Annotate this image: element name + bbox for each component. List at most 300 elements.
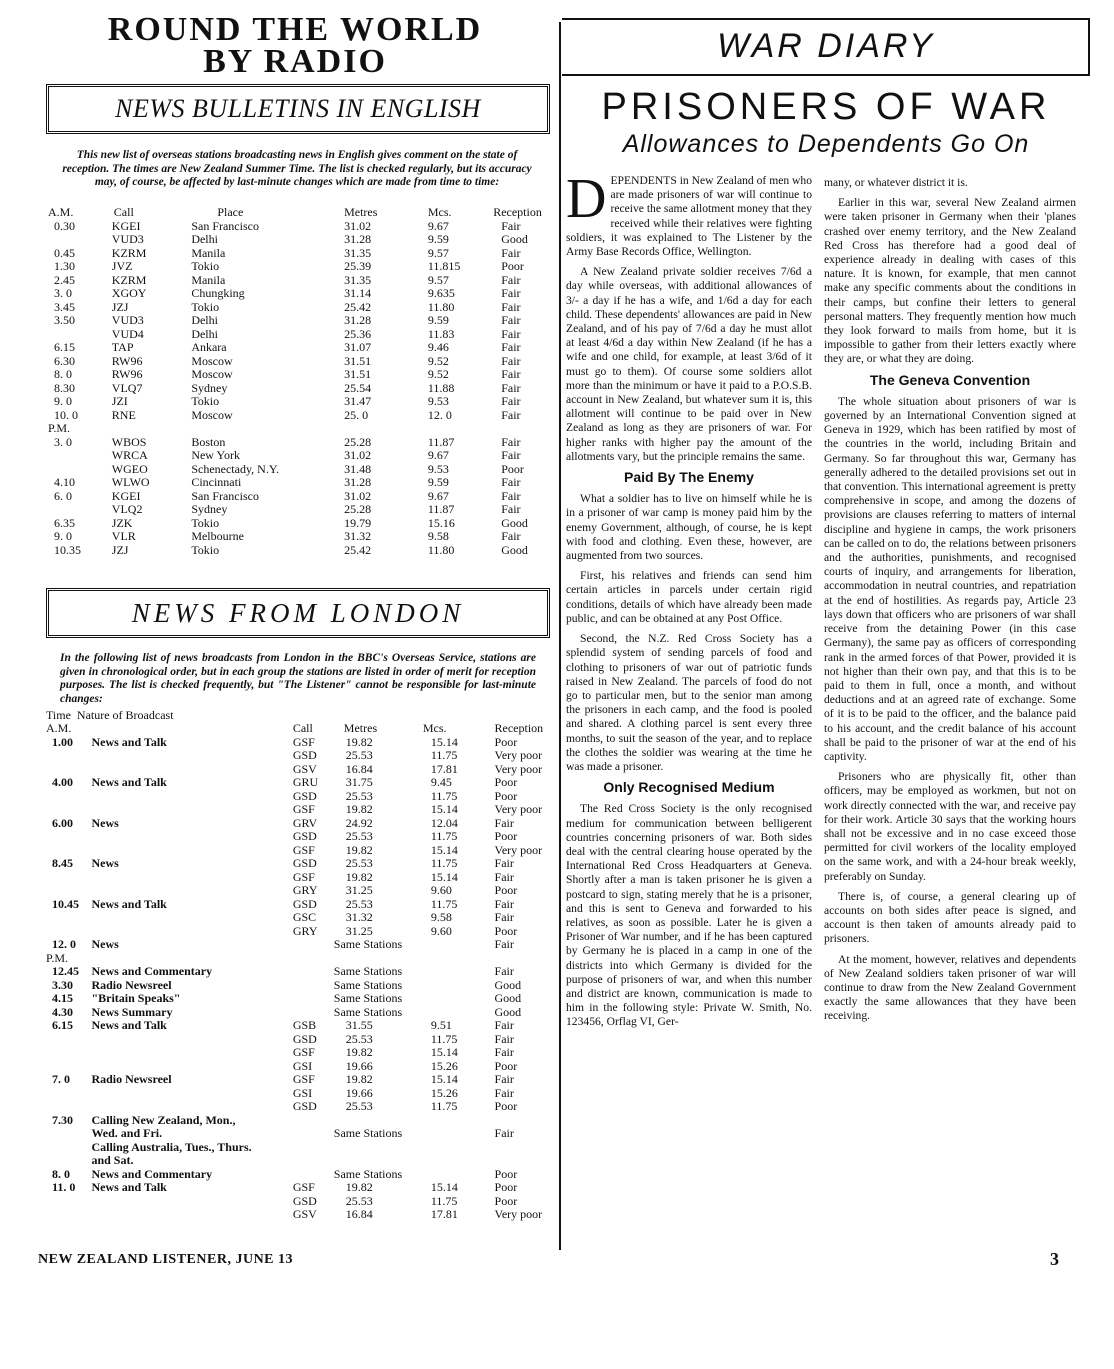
bulletins-cell: P.M. — [48, 421, 71, 435]
london-header-row — [46, 722, 552, 736]
london-header-cell — [87, 722, 292, 736]
london-cell — [87, 1195, 292, 1209]
london-cell: GSF — [292, 802, 315, 816]
bulletins-cell: KZRM — [111, 245, 147, 260]
london-cell: 15.14 — [430, 734, 458, 749]
london-title: NEWS FROM LONDON — [131, 598, 465, 628]
london-cell: 16.84 — [345, 1207, 373, 1221]
london-cell — [46, 871, 87, 885]
bulletins-cell: JVZ — [111, 259, 133, 273]
bulletins-header-cell: Reception — [493, 205, 542, 219]
bulletins-header-row — [48, 206, 553, 220]
london-row — [46, 871, 552, 885]
london-cell — [293, 952, 334, 966]
london-cell: 25.53 — [345, 1193, 373, 1208]
london-cell: P.M. — [46, 950, 69, 965]
london-cell: 15.14 — [430, 1180, 458, 1194]
bulletins-cell: 31.32 — [344, 529, 372, 543]
bulletins-cell — [428, 422, 493, 436]
london-cell: GSF — [292, 734, 315, 749]
article-paragraph: What a soldier has to live on himself while he is in a prisoner of war camp is money paid him by the enemy Government, although, of course, he is kept with food and clothing. Even these, however, are augmented from two sources. — [566, 492, 812, 563]
london-cell: GSD — [292, 896, 317, 911]
london-cell: 25.53 — [345, 856, 373, 870]
bulletins-cell: 3.50 — [54, 313, 75, 327]
london-cell: 8. 0 — [52, 1166, 70, 1181]
london-cell — [46, 1046, 87, 1060]
bulletins-cell: Tokio — [191, 259, 220, 273]
london-cell: Wed. and Fri. — [91, 1126, 163, 1140]
london-header-cell: Mcs. — [422, 721, 447, 735]
london-cell — [46, 1127, 87, 1141]
london-cell: 11.75 — [430, 1099, 458, 1113]
london-cell: 9.60 — [430, 923, 452, 938]
london-cell: News and Talk — [91, 734, 167, 749]
london-cell: Same Stations — [333, 937, 403, 951]
london-cell — [423, 1154, 495, 1168]
london-cell: 11.75 — [430, 896, 458, 911]
london-cell: 17.81 — [430, 1207, 458, 1221]
london-cell: 15.26 — [430, 1085, 458, 1100]
london-row — [46, 992, 552, 1006]
bulletins-row — [48, 409, 553, 423]
london-cell: 15.14 — [430, 1045, 458, 1059]
london-cell — [293, 992, 334, 1006]
bulletins-cell: Delhi — [191, 313, 218, 327]
london-cell — [46, 790, 87, 804]
bulletins-row — [48, 382, 553, 396]
london-cell — [87, 790, 292, 804]
bulletins-cell: Fair — [501, 434, 521, 449]
bulletins-cell: 3.45 — [54, 299, 75, 314]
bulletins-cell: Fair — [501, 340, 521, 354]
london-header-cell: A.M. — [46, 721, 72, 735]
london-cell — [293, 1168, 334, 1182]
london-cell: 19.82 — [345, 1072, 373, 1086]
london-cell: GSV — [292, 761, 317, 776]
article-paragraph: Second, the N.Z. Red Cross Society has a splendid system of sending parcels of food and clothing to prisoners of war out of patriotic funds raised in New Zealand. The parcels of food do not go to particular men, but to the senior man among the prisoners in each camp, and the food is pooled and shared. A clothing parcel is sent every three months, to suit the season of the year, and to replace the clothes the soldier was wearing at the time he was made a prisoner. — [566, 632, 812, 773]
london-cell: 25.53 — [345, 1031, 373, 1046]
london-row — [46, 965, 552, 979]
bulletins-cell: 9.67 — [427, 488, 449, 503]
london-cell: GSB — [292, 1018, 317, 1032]
bulletins-cell: 9.67 — [427, 218, 449, 233]
bulletins-cell: 31.14 — [344, 286, 372, 300]
bulletins-cell — [344, 422, 428, 436]
london-header-cell: Reception — [494, 721, 544, 735]
bulletins-header-cell: Place — [217, 205, 244, 219]
bulletins-cell: WLWO — [111, 475, 150, 489]
london-cell: 1.00 — [52, 734, 73, 749]
column-header-line1: ROUND THE WORLD — [107, 11, 483, 48]
london-cell — [87, 884, 292, 898]
bulletins-cell: 9.53 — [427, 461, 449, 476]
bulletins-cell — [48, 233, 92, 247]
london-row — [46, 1060, 552, 1074]
london-cell — [46, 1060, 87, 1074]
london-cell: Poor — [494, 1180, 518, 1194]
bulletins-cell: 25.54 — [344, 380, 372, 395]
london-cell: 19.66 — [345, 1085, 373, 1100]
london-cell: 25.53 — [345, 829, 373, 843]
london-cell: Poor — [494, 883, 518, 897]
london-intro: In the following list of news broadcasts from London in the BBC's Overseas Service, stations are given in chronological order, but in each group the stations are listed in order of merit for reception purposes. The list is checked frequently, but "The Listener" cannot be responsible for last-minute changes: — [60, 652, 536, 705]
london-cell: 25.53 — [345, 896, 373, 911]
london-cell: 19.82 — [345, 869, 373, 884]
london-cell: News and Talk — [91, 896, 167, 911]
bulletins-cell: WBOS — [111, 434, 147, 449]
article-paragraph: many, or whatever district it is. — [824, 176, 968, 189]
london-row — [46, 736, 552, 750]
bulletins-cell: 31.28 — [344, 232, 372, 246]
bulletins-cell: 9.58 — [427, 529, 449, 543]
bulletins-cell: Fair — [501, 353, 521, 368]
london-cell — [87, 763, 292, 777]
london-row — [46, 884, 552, 898]
london-row — [46, 1127, 552, 1141]
bulletins-cell: 8. 0 — [54, 367, 72, 381]
bulletins-row — [48, 395, 553, 409]
london-cell — [87, 952, 292, 966]
london-cell: Very poor — [494, 748, 543, 762]
london-cell: 11.75 — [430, 829, 458, 843]
london-cell: Radio Newsreel — [91, 1072, 172, 1086]
london-cell — [334, 952, 423, 966]
london-cell: 11.75 — [430, 1031, 458, 1046]
london-cell: Fair — [494, 896, 514, 911]
london-cell: Fair — [494, 1045, 514, 1059]
london-cell: GSD — [292, 1193, 317, 1208]
headline: PRISONERS OF WAR — [601, 86, 1051, 128]
bulletins-cell: VLR — [111, 529, 136, 543]
london-row — [46, 938, 552, 952]
london-cell: GSI — [292, 1085, 313, 1100]
london-table — [46, 722, 552, 1222]
bulletins-cell: Manila — [191, 272, 226, 287]
london-cell: GRU — [292, 775, 319, 789]
bulletins-cell: 12. 0 — [427, 407, 452, 422]
london-row — [46, 803, 552, 817]
bulletins-row — [48, 436, 553, 450]
london-cell: 24.92 — [345, 815, 373, 830]
bulletins-cell: Chungking — [191, 286, 245, 300]
london-cell: GSD — [292, 1031, 317, 1046]
footer-masthead: NEW ZEALAND LISTENER, JUNE 13 — [38, 1252, 294, 1267]
article-paragraph: Prisoners who are physically fit, other than officers, may be employed as workmen, but not on work directly connected with the war, and receive pay for their work. Article 30 says that the working hours shall not be excessive and in no case exceed those permitted for civil workers of the locality employed on the same work, and with a 24-hour break weekly, preferably on Sunday. — [824, 770, 1076, 883]
london-cell — [46, 1087, 87, 1101]
london-cell: News and Commentary — [91, 964, 213, 978]
bulletins-cell: Fair — [501, 218, 521, 233]
bulletins-row — [48, 314, 553, 328]
bulletins-cell: New York — [191, 448, 240, 462]
london-cell: Good — [494, 991, 522, 1005]
london-cell — [46, 763, 87, 777]
article-column-2 — [824, 176, 1076, 1030]
london-cell: News Summary — [91, 1004, 173, 1019]
article-paragraph: Earlier in this war, several New Zealand airmen were taken prisoner in Germany when their 'planes crashed over enemy territory, and the New Zealand Red Cross has therefore had a good deal of experience already in dealing with cases of this nature. It is known, for example, that men cannot make any specific comments about the conditions in their camps, but confine their letters to general personal matters. They frequently mention how much they look forward to mails from home, but it is impossible to gather from their letters exactly where they are, or what they are doing. — [824, 196, 1076, 366]
london-cell — [87, 1087, 292, 1101]
london-row — [46, 776, 552, 790]
bulletins-cell: Fair — [501, 380, 521, 395]
london-cell: Poor — [494, 829, 518, 843]
bulletins-cell: VUD3 — [111, 313, 144, 327]
london-row — [46, 1033, 552, 1047]
bulletins-row — [48, 530, 553, 544]
london-row — [46, 979, 552, 993]
london-cell: Poor — [494, 775, 518, 789]
bulletins-cell: Tokio — [191, 394, 220, 408]
london-cell: 9.45 — [430, 775, 452, 789]
london-cell — [87, 871, 292, 885]
bulletins-cell: 6.30 — [54, 353, 75, 368]
bulletins-cell: 25.39 — [344, 259, 372, 273]
bulletins-cell: 2.45 — [54, 272, 75, 287]
bulletins-cell: Ankara — [191, 340, 227, 354]
london-cell — [46, 1195, 87, 1209]
bulletins-cell: 1.30 — [54, 259, 75, 273]
bulletins-cell: RW96 — [111, 353, 143, 368]
bulletins-cell: 31.28 — [344, 475, 372, 489]
london-cell: News — [91, 856, 119, 870]
london-cell: 11. 0 — [52, 1180, 76, 1194]
bulletins-cell: Fair — [501, 326, 521, 341]
bulletins-cell: Poor — [501, 461, 524, 476]
bulletins-cell: RW96 — [111, 367, 143, 381]
london-cell: GSF — [292, 869, 315, 884]
london-cell: Same Stations — [333, 1166, 403, 1181]
bulletins-cell: Moscow — [191, 367, 233, 381]
london-cell — [334, 1141, 423, 1155]
london-cell — [87, 803, 292, 817]
bulletins-cell: 9.52 — [427, 367, 449, 381]
bulletins-row — [48, 544, 553, 558]
london-cell: 4.00 — [52, 775, 73, 789]
london-cell: 15.14 — [430, 869, 458, 884]
london-cell: Same Stations — [333, 977, 403, 992]
london-cell — [46, 844, 87, 858]
london-cell: Fair — [494, 1126, 514, 1140]
london-cell: GSI — [292, 1058, 313, 1073]
london-row — [46, 749, 552, 763]
bulletins-table-wrap — [48, 206, 553, 557]
bulletins-cell: Poor — [501, 259, 524, 273]
bulletins-cell: Boston — [191, 434, 226, 449]
drop-cap: D — [566, 168, 607, 230]
london-cell: GSF — [292, 1045, 315, 1059]
london-cell: 12. 0 — [52, 937, 76, 951]
bulletins-cell: 3. 0 — [54, 434, 72, 449]
bulletins-cell: 9.59 — [427, 475, 449, 489]
london-cell: Fair — [494, 964, 514, 978]
bulletins-cell: 11.88 — [427, 380, 455, 395]
bulletins-cell: 9.57 — [427, 272, 449, 287]
london-cell: Same Stations — [333, 964, 403, 978]
bulletins-row — [48, 463, 553, 477]
london-cell: 11.75 — [430, 856, 458, 870]
london-row — [46, 790, 552, 804]
london-cell: 11.75 — [430, 748, 458, 762]
article-paragraph: First, his relatives and friends can send him certain articles in parcels under certain rigid conditions, details of which have already been made public, and can be obtained at any Post Office. — [566, 569, 812, 625]
bulletins-cell: 31.47 — [344, 394, 372, 408]
london-cell: 11.75 — [430, 788, 458, 803]
bulletins-cell: Fair — [501, 286, 521, 300]
london-cell — [87, 830, 292, 844]
london-cell: GSD — [292, 788, 317, 803]
london-cell: Fair — [494, 910, 514, 924]
london-row — [46, 1114, 552, 1128]
london-cell: GSC — [292, 910, 317, 924]
bulletins-cell: VLQ7 — [111, 380, 143, 395]
london-cell: 16.84 — [345, 761, 373, 776]
bulletins-cell — [92, 422, 192, 436]
bulletins-cell: TAP — [111, 340, 134, 354]
london-cell: 4.30 — [52, 1004, 73, 1019]
bulletins-header-cell: Call — [113, 205, 134, 219]
bulletins-row — [48, 274, 553, 288]
london-cell — [293, 1154, 334, 1168]
bulletins-cell: Fair — [501, 407, 521, 422]
subheadline: Allowances to Dependents Go On — [622, 130, 1030, 158]
london-row — [46, 1019, 552, 1033]
london-cell — [87, 844, 292, 858]
article-paragraph: A New Zealand private soldier receives 7/6d a day while overseas, with additional allowances of 3/- a day if he has a wife, and 1/6d a day for each child. These dependents' allowances are paid in New Zealand, and of his pay of 7/6d a day he must allot at least 4/6d a day within New Zealand (if he has a wife and one child, for example, at least 3/6d of it must go to them). Of course some soldiers allot more than the minimum or have it paid to a P.O.S.B. account in New Zealand, but whatever sum it is, this allotment will continue to be paid over in New Zealand as long as they are prisoners of war. For higher ranks with higher pay the amount of the allotments vary, but the principle remains the same. — [566, 265, 812, 463]
bulletins-row — [48, 368, 553, 382]
bulletins-cell: 11.80 — [427, 542, 455, 557]
bulletins-cell: 6. 0 — [54, 488, 72, 503]
bulletins-cell: Good — [501, 542, 528, 557]
london-cell: 19.82 — [345, 1180, 373, 1194]
london-cell — [87, 911, 292, 925]
bulletins-row — [48, 490, 553, 504]
london-cell — [423, 952, 495, 966]
london-row — [46, 844, 552, 858]
london-row — [46, 1073, 552, 1087]
london-cell: 25.53 — [345, 788, 373, 803]
london-cell: 9.51 — [430, 1018, 452, 1032]
bulletins-cell: San Francisco — [191, 488, 259, 503]
london-cell: Calling Australia, Tues., Thurs. — [91, 1139, 252, 1154]
bulletins-cell: WRCA — [111, 448, 148, 462]
bulletins-cell: 25.36 — [344, 326, 372, 341]
london-cell: Poor — [494, 1058, 518, 1073]
bulletins-cell: 9.53 — [427, 394, 449, 408]
london-header-top: Time Nature of Broadcast — [46, 708, 174, 722]
london-cell — [46, 911, 87, 925]
london-cell: Very poor — [494, 1207, 543, 1221]
bulletins-row — [48, 517, 553, 531]
london-cell — [87, 1033, 292, 1047]
london-row — [46, 1195, 552, 1209]
london-cell: Very poor — [494, 802, 543, 816]
bulletins-cell: 31.28 — [344, 313, 372, 327]
london-row — [46, 1181, 552, 1195]
london-cell: 6.15 — [52, 1018, 73, 1032]
bulletins-cell: JZJ — [111, 299, 129, 314]
london-cell — [87, 1100, 292, 1114]
london-cell: 12.04 — [430, 815, 458, 830]
bulletins-intro: This new list of overseas stations broadcasting news in English gives comment on the state of reception. The times are New Zealand Summer Time. The list is checked regularly, but its accuracy may, of course, be affected by last-minute changes which are made from time to time: — [62, 149, 532, 188]
bulletins-cell: 10. 0 — [54, 407, 78, 422]
london-cell: and Sat. — [91, 1153, 134, 1167]
london-cell: 25.53 — [345, 748, 373, 762]
london-cell: GSD — [292, 856, 317, 870]
bulletins-cell: 15.16 — [427, 515, 455, 530]
bulletins-cell: 0.45 — [54, 245, 75, 260]
bulletins-row — [48, 260, 553, 274]
bulletins-cell: Fair — [501, 394, 521, 408]
bulletins-cell — [48, 449, 92, 463]
bulletins-cell — [48, 503, 92, 517]
bulletins-cell: 31.35 — [344, 272, 372, 287]
london-cell — [293, 938, 334, 952]
london-cell — [46, 884, 87, 898]
article-column-1 — [566, 168, 813, 1036]
bulletins-cell: 31.51 — [344, 353, 372, 368]
article-subheading: Paid By The Enemy — [624, 469, 754, 486]
london-row — [46, 830, 552, 844]
london-cell — [46, 1141, 87, 1155]
london-cell — [293, 979, 334, 993]
london-cell: 12.45 — [52, 964, 79, 978]
london-cell: Same Stations — [333, 991, 403, 1005]
london-cell: Fair — [494, 856, 514, 870]
london-cell: GRV — [292, 815, 318, 830]
bulletins-cell: 6.15 — [54, 340, 75, 354]
london-cell: Fair — [494, 937, 514, 951]
bulletins-cell — [493, 422, 553, 436]
page-number: 3 — [1050, 1249, 1059, 1269]
london-cell: Fair — [494, 1085, 514, 1100]
bulletins-cell: 9.52 — [427, 353, 449, 368]
article-lead-text: EPENDENTS in New Zealand of men who are made prisoners of war will continue to receive the same allotment money that they received while their relatives were fighting soldiers, it was explained to The Listener by the Army Base Records Office, Wellington. — [566, 174, 813, 259]
london-cell — [46, 1033, 87, 1047]
bulletins-cell: 9.57 — [427, 245, 449, 260]
london-cell: News — [91, 815, 119, 830]
london-cell: "Britain Speaks" — [91, 991, 181, 1005]
london-cell: Poor — [494, 1193, 518, 1208]
war-diary-topline — [562, 18, 1090, 20]
london-cell: 19.82 — [345, 734, 373, 749]
london-cell: 7.30 — [52, 1112, 73, 1127]
bulletins-cell — [48, 463, 92, 477]
bulletins-header-cell: Mcs. — [427, 205, 452, 219]
bulletins-header-cell: Metres — [344, 205, 378, 219]
bulletins-cell: Cincinnati — [191, 475, 242, 489]
london-row — [46, 1046, 552, 1060]
london-cell — [334, 1154, 423, 1168]
bulletins-cell: 9.635 — [427, 286, 455, 300]
london-cell: 19.66 — [345, 1058, 373, 1073]
bulletins-cell: Good — [501, 232, 528, 246]
london-cell: 31.25 — [345, 923, 373, 938]
london-cell: Poor — [494, 788, 518, 803]
london-cell: 15.14 — [430, 802, 458, 816]
london-cell: 19.82 — [345, 842, 373, 857]
london-cell: Fair — [494, 1031, 514, 1046]
bulletins-row — [48, 220, 553, 234]
london-cell: Calling New Zealand, Mon., — [91, 1112, 236, 1127]
center-divider — [559, 22, 561, 1250]
article-paragraph: The whole situation about prisoners of war is governed by an International Convention signed at Geneva in 1929, which has been ratified by most of the countries in the world, including Britain and Germany. So far throughout this war, Germany has generally adhered to the detailed provisions set out in that convention. This international agreement is pretty comprehensive in scope, and among the dozens of provisions are clauses referring to matters of internal discipline and hygiene in camps, the work prisoners can be called on to do, the relations between prisoners and the authorities, punishments, and recognised courts of inquiry, and arrangements for liberation, accommodation in neutral countries, and repatriation at the end of hostilities. As regards pay, Article 23 lays down that officers who are prisoners of war shall receive from the detaining Power (in this case Germany), the same pay as officers of corresponding rank in the armed forces of that Power, provided it is not higher than their own pay, and that this is to be paid to them in full, once a month, and without deductions and at an agreed rate of exchange. Some of it is to be paid to the officer, and the balance paid to his account, and the credit balance of his account shall be paid to the prisoner of war at the end of his captivity. — [824, 394, 1076, 763]
bulletins-title: NEWS BULLETINS IN ENGLISH — [115, 94, 481, 123]
london-cell — [293, 1127, 334, 1141]
bulletins-cell: 9.59 — [427, 232, 449, 246]
bulletins-cell: Fair — [501, 529, 521, 543]
bulletins-cell: Tokio — [191, 515, 220, 530]
london-cell: 15.26 — [430, 1058, 458, 1073]
london-cell: 15.14 — [430, 1072, 458, 1086]
bulletins-cell: Moscow — [191, 353, 233, 368]
bulletins-cell: Manila — [191, 245, 226, 260]
